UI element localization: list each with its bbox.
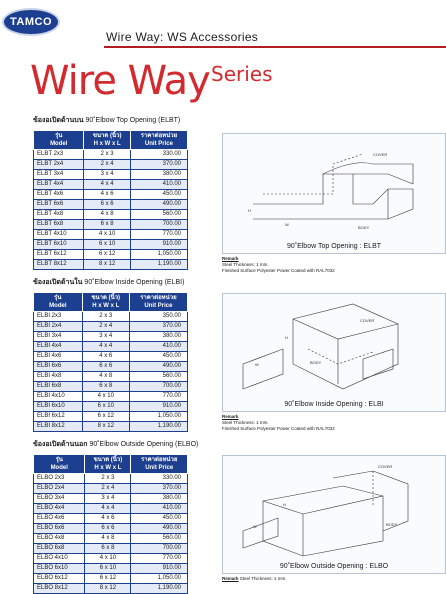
model-cell: ELBT 4x8 (34, 210, 84, 220)
size-cell: 4 x 10 (84, 230, 130, 240)
price-cell: 450.00 (129, 352, 187, 362)
price-cell: 330.00 (130, 150, 187, 160)
table-row (34, 412, 188, 422)
model-cell: ELBT 4x6 (34, 190, 84, 200)
size-cell: 4 x 8 (85, 534, 131, 544)
model-cell: ELBI 8x12 (34, 422, 83, 432)
label-w: W (253, 524, 257, 529)
price-cell: 450.00 (130, 190, 187, 200)
section-heading-en: 90˚Elbow Top Opening (ELBT) (85, 117, 181, 124)
size-cell: 4 x 6 (84, 190, 130, 200)
price-cell: 1,190.00 (130, 260, 187, 270)
section-heading (33, 439, 446, 450)
table-row (34, 342, 188, 352)
price-cell: 410.00 (131, 504, 188, 514)
price-cell: 700.00 (129, 382, 187, 392)
table-row (34, 494, 188, 504)
table-row (34, 250, 188, 260)
label-h: H (285, 335, 288, 340)
price-cell: 380.00 (131, 494, 188, 504)
price-cell: 490.00 (129, 362, 187, 372)
table-row (34, 322, 188, 332)
price-cell: 380.00 (129, 332, 187, 342)
size-cell: 6 x 10 (82, 402, 129, 412)
diagram-caption: 90˚Elbow Inside Opening : ELBI (284, 401, 384, 408)
table-row (34, 210, 188, 220)
label-cover: COVER (378, 464, 393, 469)
price-cell: 560.00 (129, 372, 187, 382)
price-cell: 1,190.00 (129, 422, 187, 432)
col-price-header: ราคาต่อหน่วย Unit Price (129, 293, 187, 312)
price-cell: 1,050.00 (131, 574, 188, 584)
label-body: BODY (386, 522, 398, 527)
col-size-header: ขนาด (นิ้ว) H x W x L (84, 131, 130, 150)
remarks-title: Remark (222, 414, 239, 419)
price-cell: 560.00 (131, 534, 188, 544)
size-cell: 6 x 10 (85, 564, 131, 574)
size-cell: 8 x 12 (85, 584, 131, 594)
price-table-elbo (33, 454, 188, 594)
table-row (34, 352, 188, 362)
table-row (34, 260, 188, 270)
size-cell: 6 x 6 (84, 200, 130, 210)
size-cell: 4 x 4 (84, 180, 130, 190)
page-title-series: Series (211, 62, 273, 86)
table-row (34, 534, 188, 544)
model-cell: ELBI 2x4 (34, 322, 83, 332)
size-cell: 8 x 12 (82, 422, 129, 432)
model-cell: ELBI 6x8 (34, 382, 83, 392)
table-row (34, 230, 188, 240)
size-cell: 4 x 10 (85, 554, 131, 564)
price-cell: 380.00 (130, 170, 187, 180)
elbow-top-drawing (223, 134, 445, 242)
price-table-elbt (33, 130, 188, 270)
model-cell: ELBI 4x6 (34, 352, 83, 362)
remarks-title: Remark (222, 256, 239, 261)
table-row (34, 312, 188, 322)
label-body: BODY (310, 360, 322, 365)
elbow-inside-drawing (223, 294, 445, 400)
size-cell: 4 x 4 (85, 504, 131, 514)
remarks-elbt (222, 256, 335, 274)
price-cell: 700.00 (130, 220, 187, 230)
size-cell: 6 x 8 (82, 382, 129, 392)
page-header (0, 0, 446, 50)
model-cell: ELBI 2x3 (34, 312, 83, 322)
model-cell: ELBI 6x12 (34, 412, 83, 422)
remarks-elbi (222, 414, 335, 432)
price-cell: 370.00 (130, 160, 187, 170)
table-row (34, 564, 188, 574)
size-cell: 4 x 6 (82, 352, 129, 362)
section-heading-th: ข้องอเปิดด้านบน (33, 117, 84, 124)
remarks-line: Finished Surface Polyester Power Coated with RAL7032 (222, 426, 335, 431)
table-row (34, 190, 188, 200)
diagram-elbo (222, 455, 446, 574)
table-row (34, 170, 188, 180)
size-cell: 4 x 8 (84, 210, 130, 220)
model-cell: ELBI 4x4 (34, 342, 83, 352)
table-row (34, 372, 188, 382)
table-row (34, 180, 188, 190)
table-row (34, 514, 188, 524)
size-cell: 4 x 6 (85, 514, 131, 524)
model-cell: ELBO 6x8 (34, 544, 85, 554)
diagram-elbt (222, 133, 446, 254)
diagram-elbi (222, 293, 446, 412)
size-cell: 4 x 8 (82, 372, 129, 382)
price-cell: 1,050.00 (130, 250, 187, 260)
size-cell: 2 x 4 (84, 160, 130, 170)
table-row (34, 402, 188, 412)
section-heading-en: 90˚Elbow Outside Opening (ELBO) (89, 441, 199, 448)
table-row (34, 200, 188, 210)
section-heading-en: 90˚Elbow Inside Opening (ELBI) (84, 279, 185, 286)
model-cell: ELBI 4x8 (34, 372, 83, 382)
diagram-caption: 90˚Elbow Outside Opening : ELBO (279, 563, 389, 570)
price-cell: 410.00 (129, 342, 187, 352)
size-cell: 2 x 3 (84, 150, 130, 160)
table-row (34, 474, 188, 484)
label-cover: COVER (360, 318, 375, 323)
table-row (34, 574, 188, 584)
price-cell: 770.00 (131, 554, 188, 564)
size-cell: 2 x 4 (82, 322, 129, 332)
col-size-header: ขนาด (นิ้ว) H x W x L (82, 293, 129, 312)
table-row (34, 504, 188, 514)
price-cell: 370.00 (131, 484, 188, 494)
elbow-outside-drawing (223, 456, 445, 562)
header-divider (104, 46, 446, 48)
price-cell: 700.00 (131, 544, 188, 554)
price-cell: 450.00 (131, 514, 188, 524)
col-model-header: รุ่น Model (34, 131, 84, 150)
remarks-elbo (222, 576, 286, 582)
label-w: W (285, 222, 289, 227)
table-row (34, 362, 188, 372)
price-cell: 370.00 (129, 322, 187, 332)
model-cell: ELBI 6x6 (34, 362, 83, 372)
table-row (34, 484, 188, 494)
col-model-header: รุ่น Model (34, 455, 85, 474)
model-cell: ELBO 6x12 (34, 574, 85, 584)
price-cell: 770.00 (129, 392, 187, 402)
model-cell: ELBO 4x4 (34, 504, 85, 514)
table-row (34, 524, 188, 534)
section-heading (33, 115, 446, 126)
price-cell: 770.00 (130, 230, 187, 240)
model-cell: ELBO 6x10 (34, 564, 85, 574)
diagram-caption: 90˚Elbow Top Opening : ELBT (286, 243, 382, 250)
price-cell: 1,190.00 (131, 584, 188, 594)
model-cell: ELBT 6x6 (34, 200, 84, 210)
price-cell: 410.00 (130, 180, 187, 190)
price-cell: 490.00 (131, 524, 188, 534)
table-row (34, 422, 188, 432)
table-row (34, 332, 188, 342)
size-cell: 3 x 4 (85, 494, 131, 504)
model-cell: ELBO 2x4 (34, 484, 85, 494)
table-row (34, 392, 188, 402)
price-cell: 330.00 (131, 474, 188, 484)
model-cell: ELBO 8x12 (34, 584, 85, 594)
size-cell: 6 x 8 (84, 220, 130, 230)
remarks-line: Finished Surface Polyester Power Coated with RAL7032 (222, 268, 335, 273)
label-w: W (255, 362, 259, 367)
remarks-title: Remark (222, 576, 239, 581)
model-cell: ELBT 6x10 (34, 240, 84, 250)
label-h: H (283, 502, 286, 507)
size-cell: 6 x 6 (82, 362, 129, 372)
model-cell: ELBI 4x10 (34, 392, 83, 402)
table-row (34, 554, 188, 564)
page-title: Wire Way (30, 58, 210, 104)
table-row (34, 240, 188, 250)
size-cell: 3 x 4 (84, 170, 130, 180)
size-cell: 4 x 10 (82, 392, 129, 402)
size-cell: 2 x 4 (85, 484, 131, 494)
model-cell: ELBT 8x12 (34, 260, 84, 270)
section-heading-th: ข้องอเปิดด้านนอก (33, 441, 88, 448)
size-cell: 6 x 12 (82, 412, 129, 422)
size-cell: 6 x 10 (84, 240, 130, 250)
price-cell: 910.00 (129, 402, 187, 412)
price-cell: 1,050.00 (129, 412, 187, 422)
label-h: H (248, 208, 251, 213)
remarks-line: Steel Thickness: 1 mm. (239, 576, 287, 581)
size-cell: 3 x 4 (82, 332, 129, 342)
size-cell: 6 x 6 (85, 524, 131, 534)
model-cell: ELBT 2x3 (34, 150, 84, 160)
label-cover: COVER (373, 152, 388, 157)
size-cell: 6 x 8 (85, 544, 131, 554)
table-row (34, 584, 188, 594)
col-size-header: ขนาด (นิ้ว) H x W x L (85, 455, 131, 474)
col-price-header: ราคาต่อหน่วย Unit Price (131, 455, 188, 474)
model-cell: ELBO 4x8 (34, 534, 85, 544)
size-cell: 2 x 3 (85, 474, 131, 484)
model-cell: ELBI 6x10 (34, 402, 83, 412)
table-row (34, 544, 188, 554)
size-cell: 6 x 12 (84, 250, 130, 260)
section-heading-th: ข้องอเปิดด้านใน (33, 279, 83, 286)
model-cell: ELBT 4x10 (34, 230, 84, 240)
model-cell: ELBT 6x12 (34, 250, 84, 260)
model-cell: ELBT 6x8 (34, 220, 84, 230)
model-cell: ELBO 6x6 (34, 524, 85, 534)
size-cell: 6 x 12 (85, 574, 131, 584)
model-cell: ELBT 2x4 (34, 160, 84, 170)
size-cell: 2 x 3 (82, 312, 129, 322)
section-heading (33, 277, 446, 288)
model-cell: ELBO 2x3 (34, 474, 85, 484)
table-row (34, 160, 188, 170)
tamco-logo: TAMCO (2, 8, 60, 36)
model-cell: ELBT 4x4 (34, 180, 84, 190)
table-row (34, 382, 188, 392)
label-body: BODY (358, 225, 370, 230)
price-cell: 350.00 (129, 312, 187, 322)
price-cell: 910.00 (130, 240, 187, 250)
model-cell: ELBO 4x10 (34, 554, 85, 564)
size-cell: 8 x 12 (84, 260, 130, 270)
price-cell: 490.00 (130, 200, 187, 210)
table-row (34, 220, 188, 230)
page-subtitle: Wire Way: WS Accessories (106, 30, 259, 44)
col-model-header: รุ่น Model (34, 293, 83, 312)
model-cell: ELBT 3x4 (34, 170, 84, 180)
size-cell: 4 x 4 (82, 342, 129, 352)
table-row (34, 150, 188, 160)
model-cell: ELBO 3x4 (34, 494, 85, 504)
remarks-line: Steel Thickness: 1 mm. (222, 420, 269, 425)
model-cell: ELBI 3x4 (34, 332, 83, 342)
model-cell: ELBO 4x6 (34, 514, 85, 524)
col-price-header: ราคาต่อหน่วย Unit Price (130, 131, 187, 150)
price-table-elbi (33, 292, 188, 432)
remarks-line: Steel Thickness: 1 mm. (222, 262, 269, 267)
price-cell: 560.00 (130, 210, 187, 220)
price-cell: 910.00 (131, 564, 188, 574)
